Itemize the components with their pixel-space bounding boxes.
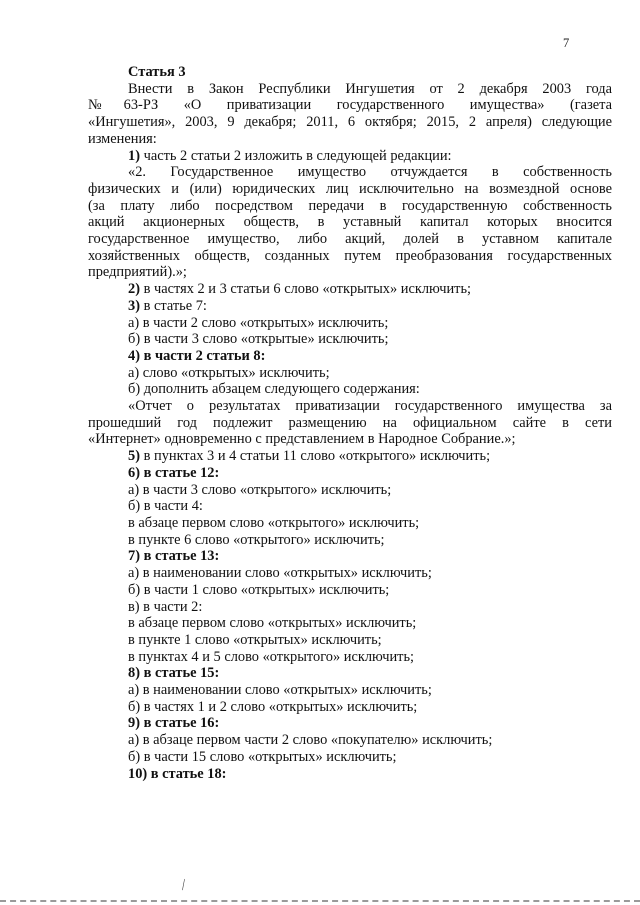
amendment-7-f: в пунктах 4 и 5 слово «открытого» исключить; (128, 648, 414, 665)
quote-1-line-3: (за плату либо посредством передачи в государственную собственность (88, 197, 612, 214)
amendment-10-heading: 10) в статье 18: (128, 765, 227, 782)
amendment-2-text: в частях 2 и 3 статьи 6 слово «открытых» исключить; (140, 281, 472, 298)
amendment-6-heading: 6) в статье 12: (128, 464, 220, 481)
amendment-9-a: а) в абзаце первом части 2 слово «покупателю» исключить; (128, 732, 493, 749)
amendment-3-b: б) в части 3 слово «открытые» исключить; (128, 331, 389, 348)
amendment-4-heading: 4) в части 2 статьи 8: (128, 347, 266, 364)
amendment-6-b: б) в части 4: (128, 498, 203, 515)
amendment-6-d: в пункте 6 слово «открытого» исключить; (128, 531, 385, 548)
quote-2-line-3: «Интернет» одновременно с представлением в Народное Собрание.»; (88, 431, 516, 448)
amendment-2 (88, 281, 612, 298)
quote-1-line-4: акций акционерных обществ, в уставный капитал которых вносится (88, 214, 612, 231)
quote-2-line-2: прошедший год подлежит размещению на официальном сайте в сети (88, 414, 612, 431)
intro-line-3: «Ингушетия», 2003, 9 декабря; 2011, 6 октября; 2015, 2 апреля) следующие (88, 114, 612, 131)
amendment-8-b: б) в частях 1 и 2 слово «открытых» исключить; (128, 698, 418, 715)
amendment-4-a: а) слово «открытых» исключить; (128, 364, 330, 381)
amendment-7-d: в абзаце первом слово «открытых» исключить; (128, 615, 417, 632)
amendment-2-number: 2) (128, 281, 140, 298)
quote-1-line-7: предприятий).»; (88, 264, 187, 281)
quote-1-line-5: государственное имущество, либо акций, долей в уставном капитале (88, 231, 612, 248)
amendment-1-text: часть 2 статьи 2 изложить в следующей редакции: (140, 147, 452, 164)
amendment-9-heading: 9) в статье 16: (128, 715, 220, 732)
amendment-3-a: а) в части 2 слово «открытых» исключить; (128, 314, 389, 331)
article-title: Статья 3 (128, 64, 186, 80)
document-body (88, 64, 612, 782)
quote-1-line-1: «2. Государственное имущество отчуждается в собственность (128, 164, 612, 181)
intro-line-1: Внести в Закон Республики Ингушетия от 2 декабря 2003 года (128, 80, 612, 97)
amendment-7-a: а) в наименовании слово «открытых» исключить; (128, 565, 432, 582)
amendment-1 (88, 148, 612, 165)
quote-2-line-1: «Отчет о результатах приватизации государственного имущества за (128, 398, 612, 415)
amendment-7-b: б) в части 1 слово «открытых» исключить; (128, 581, 390, 598)
quote-1-line-2: физических и (или) юридических лиц исключительно на возмездной основе (88, 180, 612, 197)
amendment-5-text: в пунктах 3 и 4 статьи 11 слово «открытого» исключить; (140, 448, 491, 465)
amendment-7-c: в) в части 2: (128, 598, 203, 615)
intro-line-2: №63-РЗ «О приватизации государственного имущества» (газета (88, 97, 612, 114)
amendment-6-a: а) в части 3 слово «открытого» исключить; (128, 481, 392, 498)
intro-line-4: изменения: (88, 130, 157, 147)
pen-mark: ⁄ (179, 878, 189, 893)
amendment-4-b: б) дополнить абзацем следующего содержания: (128, 381, 420, 398)
bottom-edge-line (0, 900, 640, 902)
amendment-3-text: в статье 7: (140, 297, 207, 314)
amendment-7-heading: 7) в статье 13: (128, 548, 220, 565)
amendment-3-number: 3) (128, 297, 140, 314)
amendment-5-number: 5) (128, 448, 140, 465)
quote-1-line-6: хозяйственных обществ, созданных путем преобразования государственных (88, 247, 612, 264)
amendment-5 (88, 448, 612, 465)
amendment-8-heading: 8) в статье 15: (128, 665, 220, 682)
amendment-9-b: б) в части 15 слово «открытых» исключить; (128, 748, 397, 765)
amendment-6-c: в абзаце первом слово «открытого» исключить; (128, 514, 420, 531)
amendment-3 (88, 298, 612, 315)
amendment-1-number: 1) (128, 147, 140, 164)
amendment-8-a: а) в наименовании слово «открытых» исключить; (128, 682, 432, 699)
page-number: 7 (563, 36, 570, 50)
amendment-7-e: в пункте 1 слово «открытых» исключить; (128, 631, 382, 648)
